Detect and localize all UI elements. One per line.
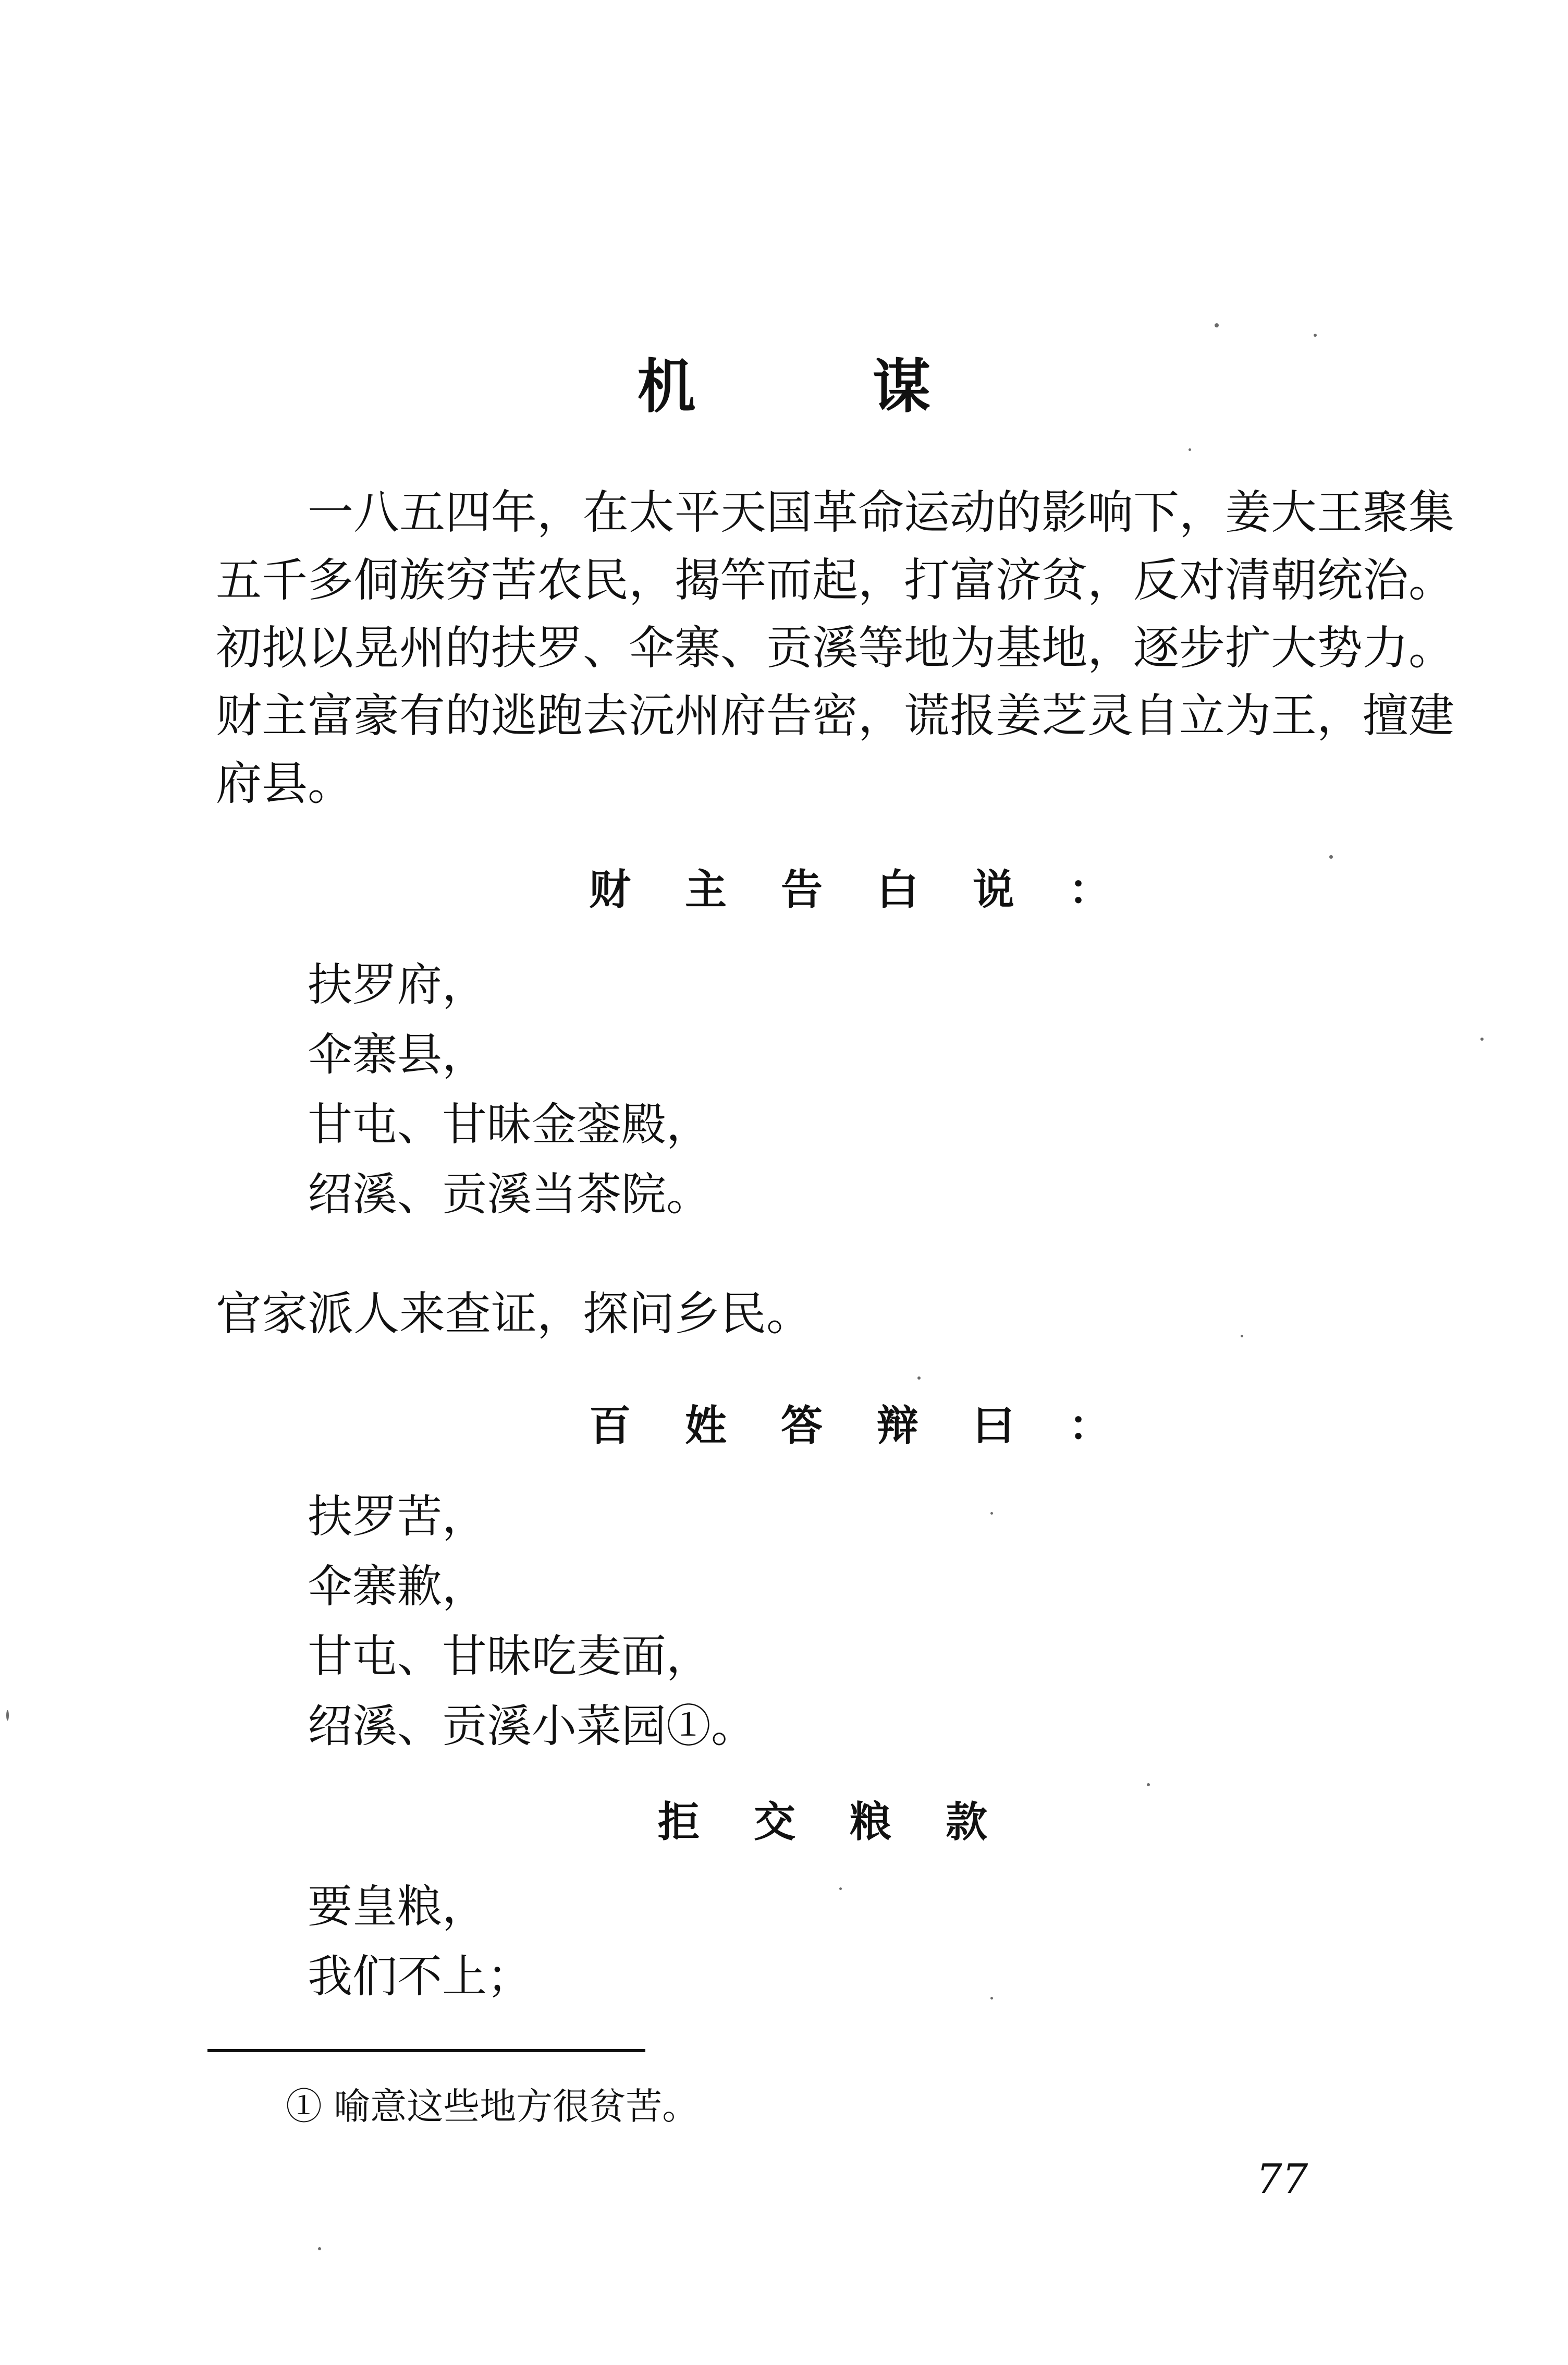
section-heading-refuse-grain: 拒交粮款 [658,1798,1042,1846]
scan-speck [1147,1783,1150,1786]
page-title: 机 谋 [637,353,1009,421]
verse-landlords [308,950,711,1229]
verse-line: 甘屯、甘昧吃麦面， [308,1630,711,1683]
scan-speck [1314,334,1317,337]
section-heading-landlords: 财主告白说： [589,865,1165,914]
intro-line: 初拟以晃州的扶罗、伞寨、贡溪等地为基地，逐步扩大势力。 [216,621,1455,675]
scan-speck [1215,323,1219,327]
verse-line: 绍溪、贡溪当茶院。 [308,1168,711,1221]
intro-line: 府县。 [216,757,354,810]
scan-speck [318,2247,321,2250]
scan-speck [839,1887,842,1890]
verse-refuse-grain [308,1872,532,2012]
intro-paragraph [216,479,1455,818]
page-number: 77 [1256,2156,1308,2203]
intro-line: 一八五四年，在太平天国革命运动的影响下，姜大王聚集 [308,485,1455,539]
scan-speck [1189,448,1191,451]
footnote: ① 喻意这些地方很贫苦。 [286,2085,699,2128]
verse-line: 绍溪、贡溪小菜园①。 [308,1700,756,1752]
footnote-rule [207,2049,645,2052]
scan-speck [6,1710,9,1721]
verse-people [308,1482,756,1761]
scan-speck [1480,1038,1484,1041]
scan-speck [1329,855,1333,859]
section-heading-people: 百姓答辩曰： [589,1401,1165,1450]
verse-line: 扶罗苦， [308,1491,487,1543]
scan-speck [990,1512,993,1515]
verse-line: 甘屯、甘昧金銮殿， [308,1099,711,1151]
verse-line: 我们不上； [308,1950,532,2003]
intro-line: 财主富豪有的逃跑去沅州府告密，谎报姜芝灵自立为王，擅建 [216,689,1455,742]
verse-line: 扶罗府， [308,959,487,1011]
scan-speck [917,1376,921,1380]
scan-speck [990,1997,993,2000]
narration-text: 官家派人来查证，探问乡民。 [216,1287,813,1340]
verse-line: 伞寨歉， [308,1561,487,1613]
verse-line: 要皇粮， [308,1881,487,1933]
intro-line: 五千多侗族穷苦农民，揭竿而起，打富济贫，反对清朝统治。 [216,553,1455,607]
verse-line: 伞寨县， [308,1029,487,1081]
scan-speck [1241,1335,1243,1337]
